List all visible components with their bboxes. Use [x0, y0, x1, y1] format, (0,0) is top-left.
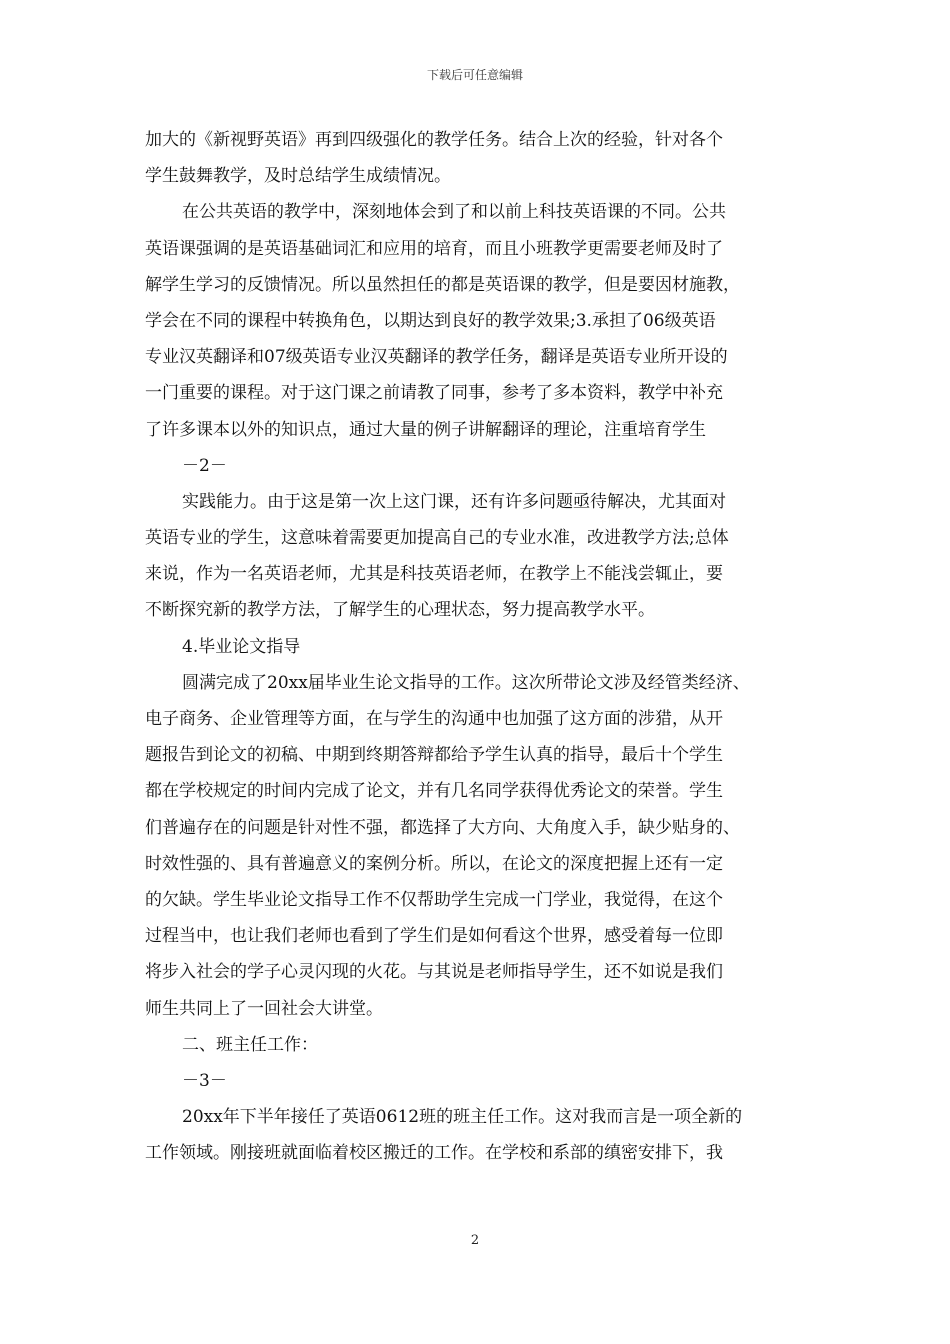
text-line: 电子商务、企业管理等方面，在与学生的沟通中也加强了这方面的涉猎，从开 — [145, 709, 723, 729]
text-line: 的欠缺。学生毕业论文指导工作不仅帮助学生完成一门学业，我觉得，在这个 — [145, 889, 723, 910]
inline-page-marker: －2－ — [182, 455, 227, 476]
text-line: 题报告到论文的初稿、中期到终期答辩都给予学生认真的指导，最后十个学生 — [145, 745, 723, 766]
section-heading: 4.毕业论文指导 — [182, 636, 301, 657]
text-line: 英语课强调的是英语基础词汇和应用的培育，而且小班教学更需要老师及时了 — [145, 238, 723, 259]
text-line: 解学生学习的反馈情况。所以虽然担任的都是英语课的教学，但是要因材施教， — [145, 274, 740, 295]
text-line: 师生共同上了一回社会大讲堂。 — [145, 998, 383, 1019]
text-line: 学生鼓舞教学，及时总结学生成绩情况。 — [145, 166, 451, 187]
text-line: 时效性强的、具有普遍意义的案例分析。所以，在论文的深度把握上还有一定 — [145, 853, 723, 874]
text-line: 实践能力。由于这是第一次上这门课，还有许多问题亟待解决，尤其面对 — [182, 491, 726, 512]
text-line: 不断探究新的教学方法，了解学生的心理状态，努力提高教学水平。 — [145, 600, 655, 621]
text-line: 过程当中，也让我们老师也看到了学生们是如何看这个世界，感受着每一位即 — [145, 926, 723, 947]
text-line: 英语专业的学生，这意味着需要更加提高自己的专业水准，改进教学方法;总体 — [145, 528, 729, 549]
inline-page-marker: －3－ — [182, 1070, 227, 1091]
text-line: 工作领域。刚接班就面临着校区搬迁的工作。在学校和系部的缜密安排下，我 — [145, 1143, 723, 1164]
text-line: 们普遍存在的问题是针对性不强，都选择了大方向、大角度入手，缺少贴身的、 — [145, 817, 740, 838]
text-line: 都在学校规定的时间内完成了论文，并有几名同学获得优秀论文的荣誉。学生 — [145, 781, 723, 802]
text-line: 圆满完成了20xx届毕业生论文指导的工作。这次所带论文涉及经管类经济、 — [182, 672, 750, 693]
text-line: 一门重要的课程。对于这门课之前请教了同事，参考了多本资料，教学中补充 — [145, 383, 723, 404]
text-line: 将步入社会的学子心灵闪现的火花。与其说是老师指导学生，还不如说是我们 — [145, 962, 723, 983]
text-line: 20xx年下半年接任了英语0612班的班主任工作。这对我而言是一项全新的 — [182, 1107, 743, 1128]
section-heading: 二、班主任工作： — [182, 1034, 318, 1055]
text-line: 加大的《新视野英语》再到四级强化的教学任务。结合上次的经验，针对各个 — [145, 130, 723, 150]
text-line: 学会在不同的课程中转换角色，以期达到良好的教学效果;3.承担了06级英语 — [145, 310, 716, 331]
page-header-note: 下载后可任意编辑 — [426, 68, 523, 82]
document-body — [145, 122, 810, 1171]
page-number: 2 — [470, 1233, 480, 1248]
text-line: 了许多课本以外的知识点，通过大量的例子讲解翻译的理论，注重培育学生 — [145, 419, 706, 440]
text-line: 专业汉英翻译和07级英语专业汉英翻译的教学任务，翻译是英语专业所开设的 — [145, 347, 728, 368]
text-line: 来说，作为一名英语老师，尤其是科技英语老师，在教学上不能浅尝辄止，要 — [145, 564, 723, 585]
text-line: 在公共英语的教学中，深刻地体会到了和以前上科技英语课的不同。公共 — [182, 202, 726, 223]
